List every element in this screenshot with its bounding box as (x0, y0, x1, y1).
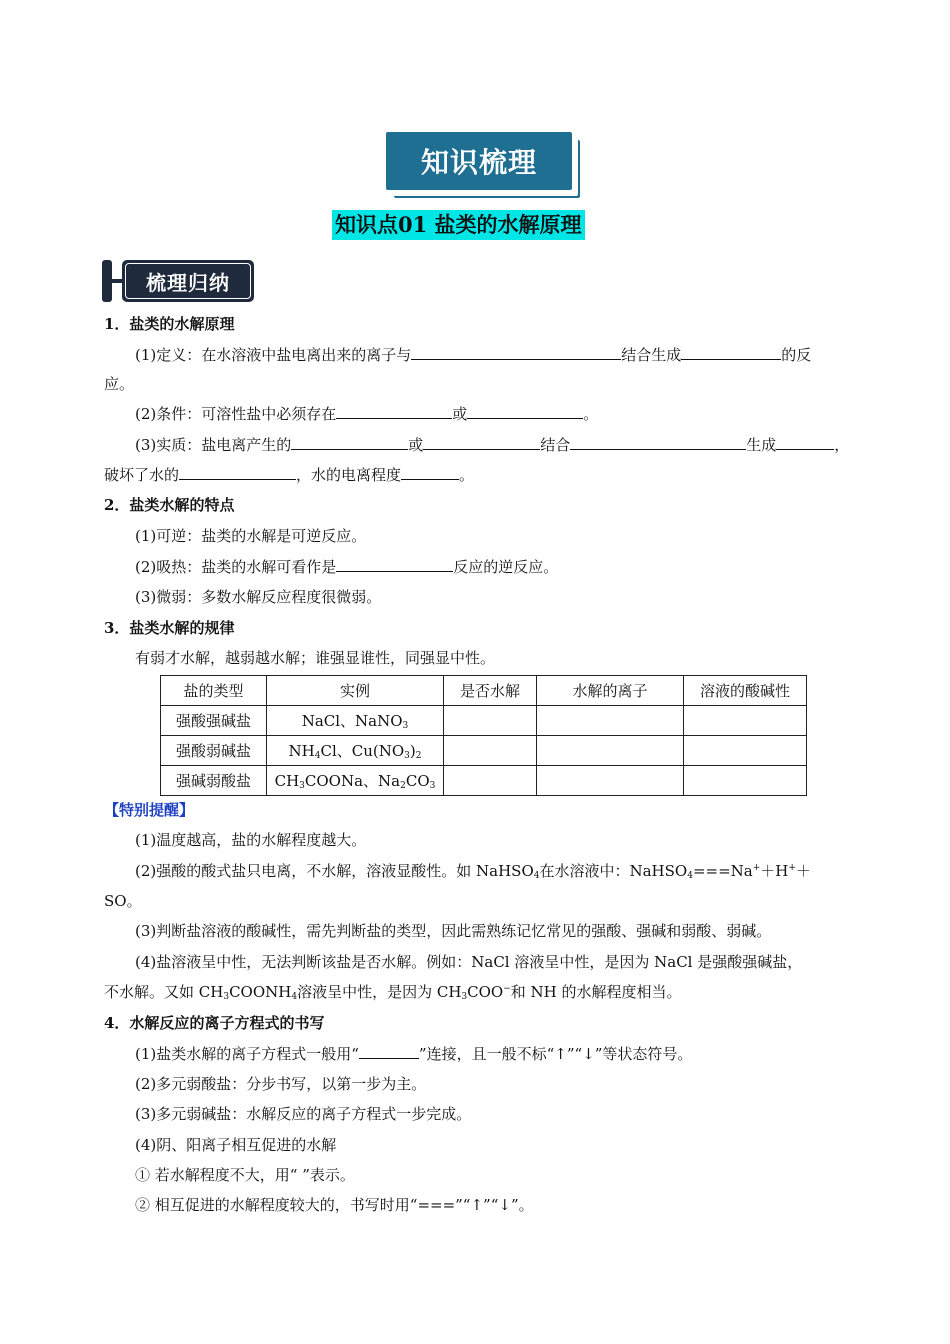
table-header: 水解的离子 (537, 676, 684, 706)
table-header-row (161, 676, 807, 706)
table-cell: 强酸强碱盐 (161, 706, 267, 736)
s4-p3: (3)多元弱碱盐：水解反应的离子方程式一步完成。 (135, 1105, 472, 1123)
remind-p4: (4)盐溶液呈中性，无法判断该盐是否水解。例如：NaCl 溶液呈中性，是因为 NaCl 是强酸强碱盐， (135, 953, 803, 971)
s1-essence: (3)实质：盐电离产生的 或 结合 生成 ， (135, 436, 850, 454)
s1-essence-cont: 破坏了水的 ，水的电离程度 。 (104, 466, 475, 484)
s1-definition-cont: 应。 (104, 375, 135, 393)
heading-1: 1．盐类的水解原理 (104, 315, 235, 333)
table-cell: $CH_3COONa$、$Na_2CO_3$ (267, 766, 444, 796)
tag-bar (102, 260, 112, 302)
table-cell: NaCl、NaNO$_3$ (267, 706, 444, 736)
heading-4: 4．水解反应的离子方程式的书写 (104, 1014, 325, 1032)
s4-p6: ② 相互促进的水解程度较大的，书写时用“===”“↑”“↓”。 (135, 1196, 534, 1214)
table-cell (684, 736, 807, 766)
blank (681, 344, 781, 360)
table-cell: $NH_4Cl$、$Cu(NO_3)_2$ (267, 736, 444, 766)
knowledge-review-banner (386, 132, 572, 190)
blank (291, 434, 408, 450)
s4-p4: (4)阴、阳离子相互促进的水解 (135, 1136, 337, 1154)
table-header: 盐的类型 (161, 676, 267, 706)
blank (401, 464, 459, 480)
blank (359, 1043, 419, 1059)
remind-p3: (3)判断盐溶液的酸碱性，需先判断盐的类型，因此需熟练记忆常见的强酸、强碱和弱酸、弱碱。 (135, 922, 772, 940)
s4-p1: (1)盐类水解的离子方程式一般用“ ”连接，且一般不标“↑”“↓”等状态符号。 (135, 1045, 693, 1063)
table-header: 溶液的酸碱性 (684, 676, 807, 706)
table-cell (684, 766, 807, 796)
blank (467, 403, 583, 419)
remind-p2-cont: SO。 (104, 892, 142, 910)
table-cell: 强酸弱碱盐 (161, 736, 267, 766)
table-cell (537, 706, 684, 736)
table-header: 实例 (267, 676, 444, 706)
s2-p2: (2)吸热：盐类的水解可看作是 反应的逆反应。 (135, 558, 559, 576)
special-reminder-label: 【特别提醒】 (104, 801, 195, 819)
blank (776, 434, 834, 450)
blank (423, 434, 540, 450)
table-cell (444, 766, 537, 796)
table-cell (444, 706, 537, 736)
table-cell: 强碱弱酸盐 (161, 766, 267, 796)
heading-2: 2．盐类水解的特点 (104, 496, 235, 514)
s2-p3: (3)微弱：多数水解反应程度很微弱。 (135, 588, 382, 606)
table-header: 是否水解 (444, 676, 537, 706)
table-cell (537, 766, 684, 796)
s1-definition: (1)定义：在水溶液中盐电离出来的离子与 结合生成 的反 (135, 346, 812, 364)
remind-p2: (2)强酸的酸式盐只电离，不水解，溶液显酸性。如 NaHSO$_4$在水溶液中：NaHSO$_4$===Na+＋H+＋ (135, 862, 811, 881)
table-row (161, 706, 807, 736)
blank (411, 344, 621, 360)
tag-box (122, 260, 254, 302)
s3-intro: 有弱才水解，越弱越水解；谁强显谁性，同强显中性。 (135, 649, 496, 667)
table-row (161, 736, 807, 766)
s1-condition: (2)条件：可溶性盐中必须存在 或 。 (135, 405, 599, 423)
remind-p1: (1)温度越高，盐的水解程度越大。 (135, 831, 367, 849)
knowledge-point-title: 知识点01 盐类的水解原理 (332, 210, 585, 240)
heading-3: 3．盐类水解的规律 (104, 619, 235, 637)
table-cell (537, 736, 684, 766)
s2-p1: (1)可逆：盐类的水解是可逆反应。 (135, 527, 367, 545)
tag-connector (112, 279, 122, 283)
s4-p5: ① 若水解程度不大，用“ ”表示。 (135, 1166, 355, 1184)
banner-text: 知识梳理 (420, 146, 537, 179)
table-cell (684, 706, 807, 736)
blank (179, 464, 296, 480)
table-row (161, 766, 807, 796)
section-tag (102, 260, 254, 302)
salt-hydrolysis-table (160, 675, 807, 796)
table-cell (444, 736, 537, 766)
blank (336, 403, 452, 419)
remind-p4-cont: 不水解。又如 $CH_3COONH_4$溶液呈中性，是因为 $CH_3COO^-$和 NH 的水解程度相当。 (104, 983, 682, 1002)
section-tag-text: 梳理归纳 (146, 270, 230, 295)
blank (336, 556, 453, 572)
s4-p2: (2)多元弱酸盐：分步书写，以第一步为主。 (135, 1075, 427, 1093)
blank (570, 434, 746, 450)
